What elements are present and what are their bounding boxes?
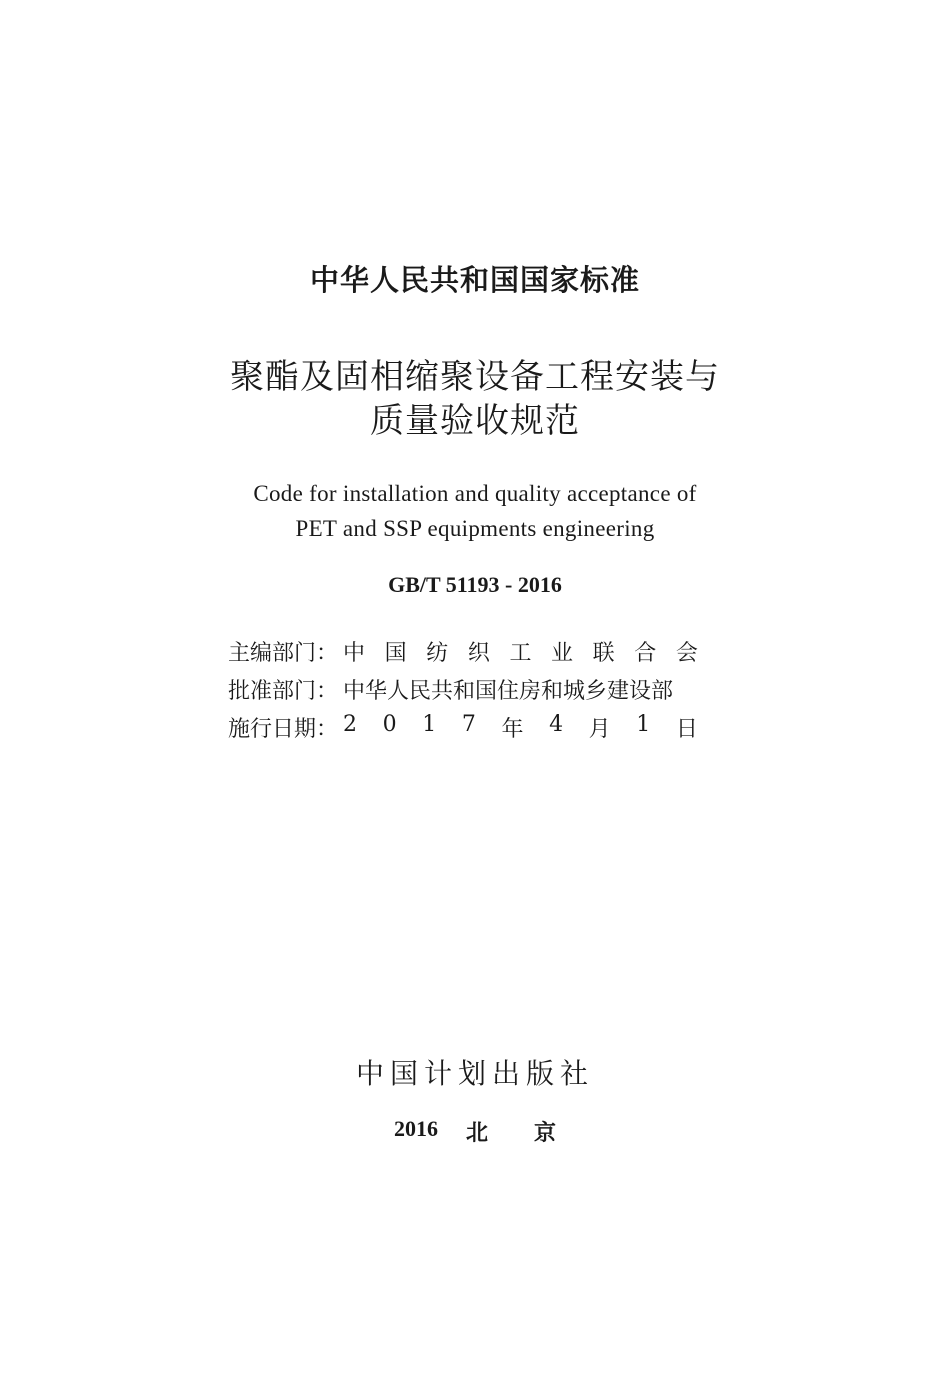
effective-date-char: 日: [675, 716, 698, 742]
effective-date-char: 月: [588, 716, 611, 742]
effective-date-char: 年: [501, 716, 524, 742]
title-chinese-line-2: 质量验收规范: [370, 401, 580, 441]
approver-row: [228, 670, 698, 708]
title-english-line-2: PET and SSP equipments engineering: [295, 516, 655, 541]
editor-value: [343, 636, 698, 667]
title-english: [0, 476, 950, 546]
editor-char: 纺: [426, 640, 449, 666]
publisher-name: 中国计划出版社: [355, 1057, 594, 1090]
effective-date-char: 2: [343, 711, 357, 737]
standard-number: GB/T 51193 - 2016: [388, 572, 562, 597]
approver-value: 中华人民共和国住房和城乡建设部: [343, 678, 674, 704]
effective-date-value: [343, 712, 698, 743]
national-standard-heading: 中华人民共和国国家标准: [309, 263, 640, 297]
editor-char: 工: [509, 640, 532, 666]
publication-year: 2016: [393, 1116, 438, 1141]
title-english-line-1: Code for installation and quality acceptance of: [253, 481, 697, 506]
title-chinese-line-1: 聚酯及固相缩聚设备工程安装与: [230, 357, 720, 397]
effective-date-char: 7: [461, 711, 476, 737]
editor-label: 主编部门：: [228, 640, 339, 666]
effective-date-char: 1: [422, 711, 437, 737]
effective-date-label: 施行日期：: [228, 716, 339, 742]
editor-char: 国: [384, 640, 407, 666]
effective-date-row: [228, 708, 698, 746]
effective-date-char: 0: [382, 711, 397, 737]
effective-date-char: 1: [636, 711, 651, 737]
editor-char: 联: [592, 640, 615, 666]
effective-date-char: 4: [549, 711, 564, 737]
approver-label: 批准部门：: [228, 678, 339, 704]
title-chinese: [0, 355, 950, 443]
editor-char: 业: [551, 640, 574, 666]
editor-char: 织: [467, 640, 490, 666]
editor-char: 中: [343, 640, 366, 666]
editor-char: 合: [634, 640, 657, 666]
info-block: [228, 632, 698, 746]
editor-char: 会: [675, 640, 698, 666]
publication-city: 北京: [465, 1121, 602, 1146]
publication-place: [0, 1116, 950, 1147]
editor-row: [228, 632, 698, 670]
